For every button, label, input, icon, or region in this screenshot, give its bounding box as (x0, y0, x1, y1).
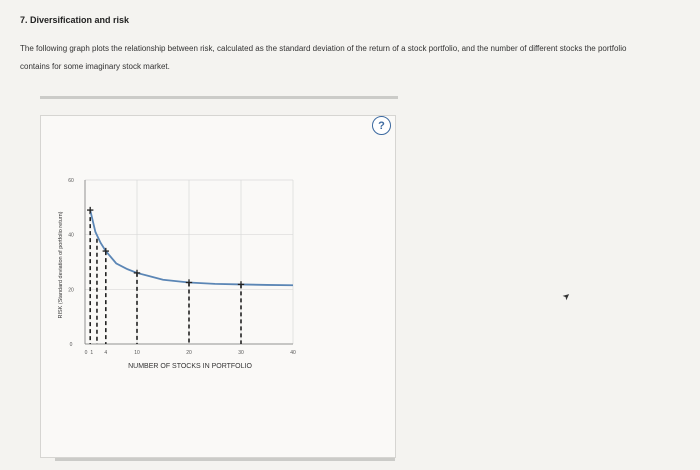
plus-marker[interactable] (238, 281, 244, 287)
y-tick-label: 40 (68, 232, 74, 239)
chart-markers[interactable] (87, 207, 244, 288)
question-circle-icon[interactable]: ? (372, 116, 391, 135)
x-tick-label: 0 (84, 350, 88, 356)
chart-axes (68, 178, 296, 356)
x-tick-label: 1 (90, 350, 94, 356)
risk-curve (90, 210, 293, 285)
x-tick-label: 4 (104, 350, 108, 356)
plus-marker[interactable] (134, 270, 140, 276)
question-title: 7. Diversification and risk (20, 15, 130, 25)
question-text: The following graph plots the relationship between risk, calculated as the standard deviation of the return of a stock portfolio, and the number of different stocks the portfolio contains for some imaginary stock market. (20, 44, 627, 71)
plus-marker[interactable] (186, 279, 192, 285)
y-tick-label: 20 (68, 287, 74, 294)
y-tick-label: 0 (69, 342, 73, 348)
y-axis-label: RISK (Standard deviation of portfolio return) (58, 211, 64, 319)
arrow-cursor-icon: ➤ (560, 289, 573, 303)
x-tick-label: 20 (186, 350, 192, 356)
x-tick-label: 10 (134, 350, 140, 356)
y-tick-label: 60 (68, 178, 74, 184)
x-tick-label: 40 (290, 350, 296, 356)
plus-marker[interactable] (87, 207, 93, 213)
x-tick-label: 30 (238, 350, 244, 356)
x-axis-label: NUMBER OF STOCKS IN PORTFOLIO (128, 363, 252, 370)
chart-series (90, 210, 293, 344)
